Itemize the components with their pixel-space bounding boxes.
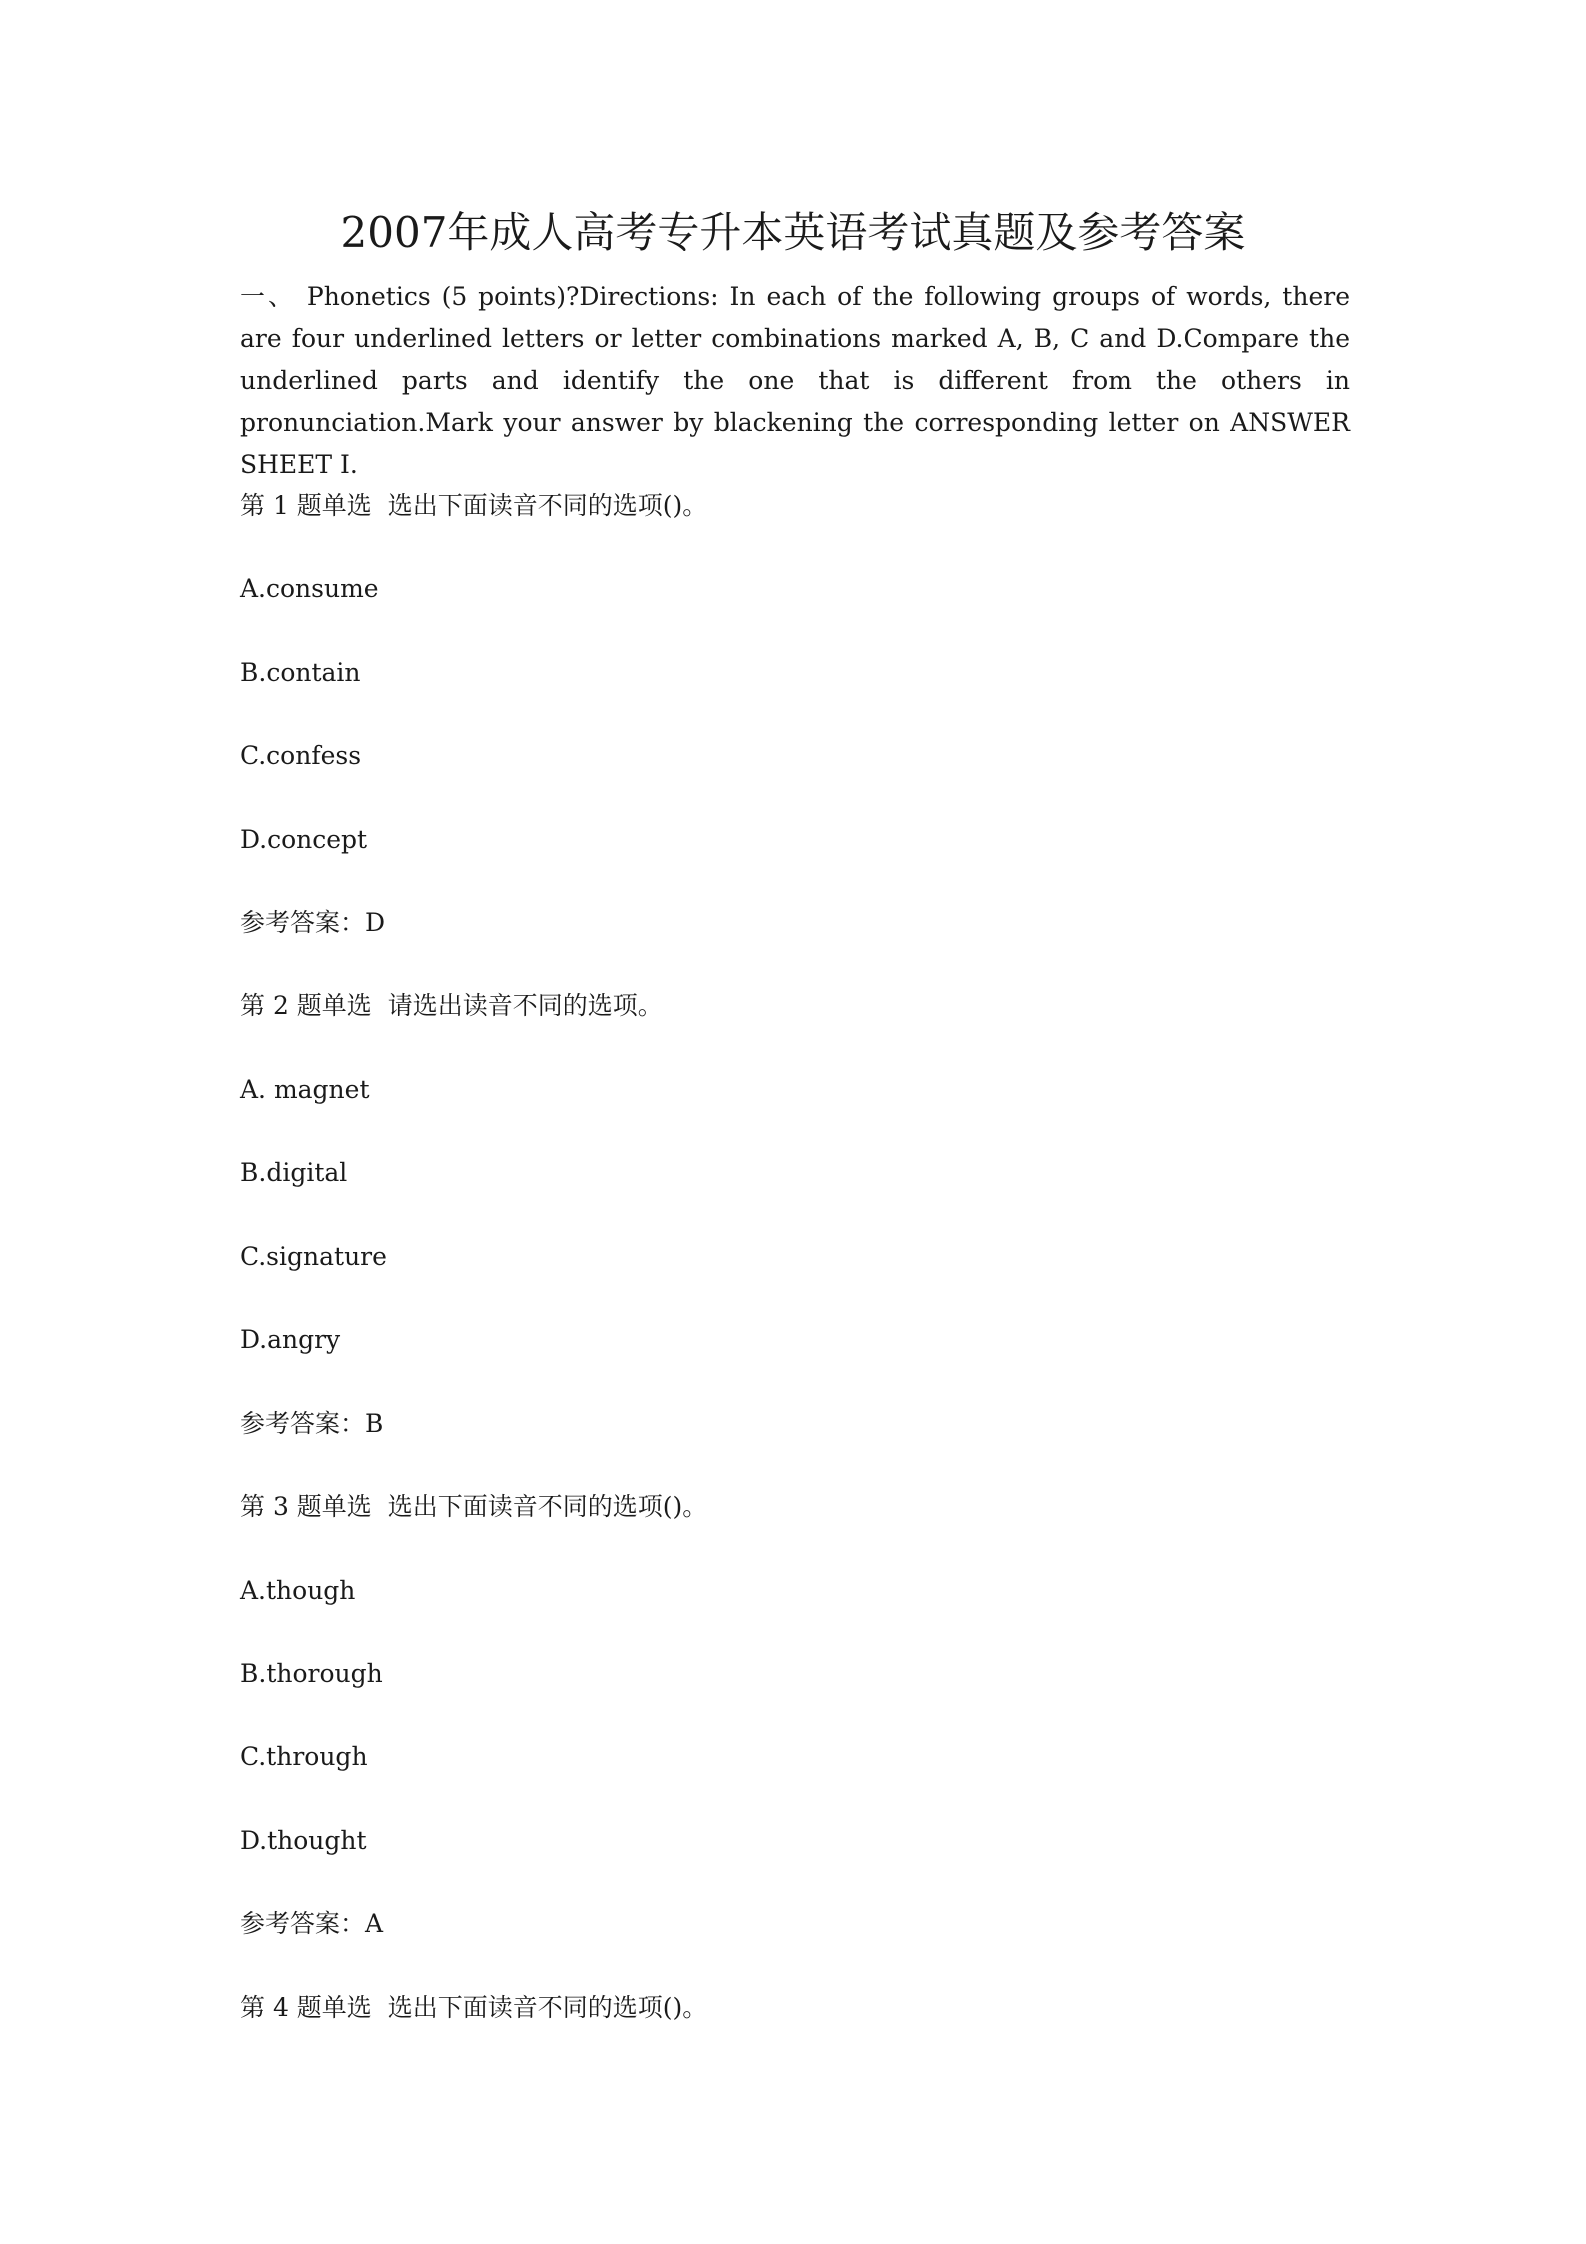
question-2-option-b: B.digital [240,1158,348,1187]
question-1-prompt: 第 1 题单选 选出下面读音不同的选项()。 [240,491,708,520]
question-3-option-b: B.thorough [240,1659,383,1688]
question-2-option-a: A. magnet [240,1075,370,1104]
question-2-option-d: D.angry [240,1325,341,1354]
question-2-prompt: 第 2 题单选 请选出读音不同的选项。 [240,991,663,1020]
question-2-option-c: C.signature [240,1242,387,1271]
question-3-prompt: 第 3 题单选 选出下面读音不同的选项()。 [240,1492,708,1521]
question-4-prompt: 第 4 题单选 选出下面读音不同的选项()。 [240,1993,708,2022]
question-1-option-d: D.concept [240,825,368,854]
question-1-option-c: C.confess [240,741,362,770]
question-2-answer: 参考答案：B [240,1409,384,1438]
question-1-option-b: B.contain [240,658,361,687]
question-3-option-d: D.thought [240,1826,367,1855]
question-3-answer: 参考答案：A [240,1909,384,1938]
question-1-answer: 参考答案：D [240,908,386,937]
page-title: 2007年成人高考专升本英语考试真题及参考答案 [340,208,1246,257]
question-1-option-a: A.consume [240,574,379,603]
question-3-option-a: A.though [240,1576,356,1605]
section-directions: 一、 Phonetics (5 points)?Directions: In each of the following groups of words, there are four underlined letters or letter combinations marked A, B, C and D.Compare the underlined parts and identify the one that is different from the others in pronunciation.Mark your answer by blackening the corresponding letter on ANSWER SHEET Ⅰ. [240,282,1350,479]
question-3-option-c: C.through [240,1742,368,1771]
